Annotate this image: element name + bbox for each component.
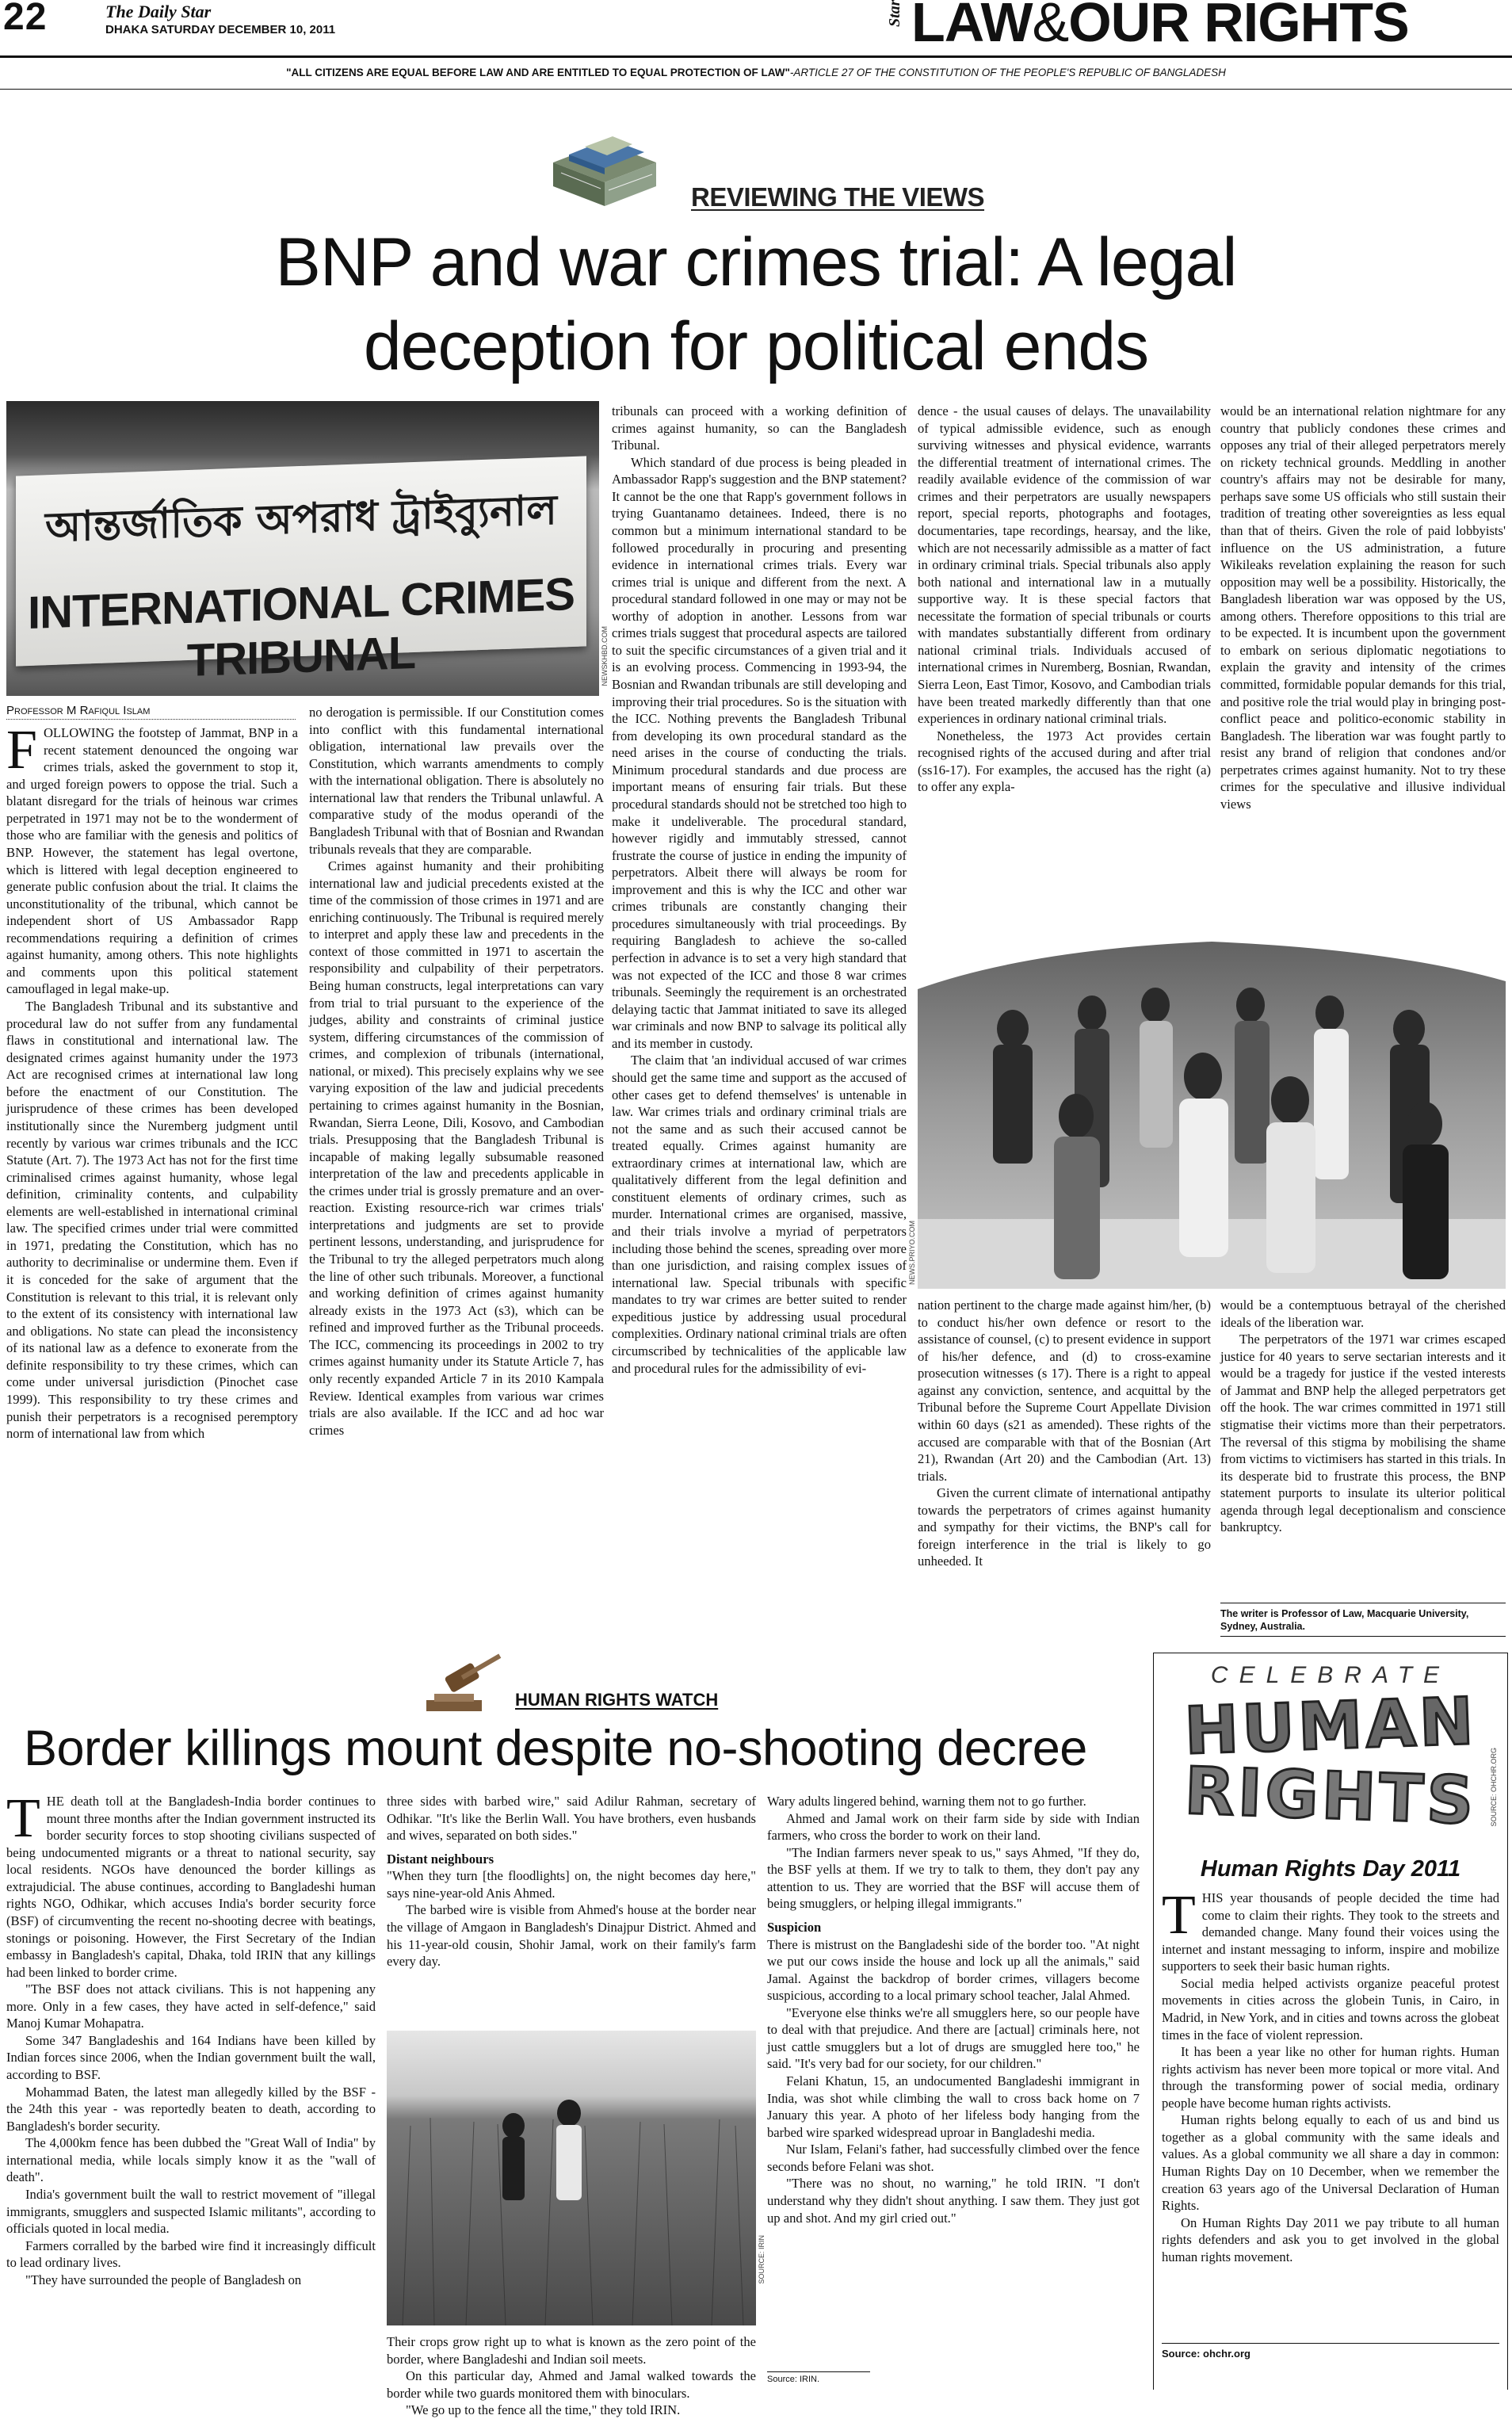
sign-text-bengali: আন্তর্জাতিক অপরাধ ট্রাইব্যুনাল [45, 486, 557, 552]
article2-paragraph: "The Indian farmers never speak to us," says Ahmed, "If they do, the BSF yells at them. If we try to talk to them, they don't pay any attention to us. They are worried that the BSF will accuse them of being smugglers, or helping illegal immigrants." [767, 1844, 1140, 1912]
celebrate-poster [1162, 1660, 1499, 1843]
article2-paragraph: Ahmed and Jamal work on their farm side by side with Indian farmers, who cross the border to work on their land. [767, 1810, 1140, 1844]
article1-column-2 [309, 704, 604, 1631]
masthead-quote-line [0, 67, 1512, 78]
article1-paragraph: would be an international relation nightmare for any country that publicly condones these crimes and opposes any trial of their alleged perpetrators merely on rickety technical grounds. Meddling in another country's affairs may not be desirable for many, perhaps save some US officials who still sustain their tradition of treating other sovereignties as less equal than that of theirs. Given the role of paid lobbyists' influence on the US administration, a future Wikileaks revelation explaining the reason for such opposition may well be a possibility. Historically, the Bangladesh liberation war was opposed by the US, among others. Therefore oppositions to this trial are to be expected. It is incumbent upon the government to embark on serious diplomatic negotiations to explain the gravity and intensity of the crimes committed, formidable popular demands for this trial, and positive role the trial would play in bringing post-conflict peace and politico-economic stability in Bangladesh. The liberation war was fought partly to resist any brand of religion that condones and/or perpetrates crimes against humanity. Not to try these crimes for the speculative and illusive individual views [1220, 403, 1506, 812]
article2-paragraph: Felani Khatun, 15, an undocumented Bangladeshi immigrant in India, was shot while climbing the wall to cross back home on 7 January this year. A photo of her lifeless body hanging from the barbed wire sparked widespread uproar in Bangladeshi media. [767, 2073, 1140, 2140]
article1-column-4-top [918, 403, 1211, 910]
article2-paragraph: three sides with barbed wire," said Adilur Rahman, secretary of Odhikar. "It's like the Berlin Wall. You have brothers, even husbands and wives, separated on both sides." [387, 1794, 756, 1844]
article1-headline-line1: BNP and war crimes trial: A legal [275, 224, 1237, 300]
section-title-rights: OUR RIGHTS [1068, 0, 1409, 53]
sidebar-paragraph: It has been a year like no other for human rights. Human rights activism has never been more topical or more vital. And through the transforming power of social media, ordinary people have become human rights activists. [1162, 2044, 1499, 2111]
article2-paragraph: "The BSF does not attack civilians. This is not happening any more. Only in a few cases, they have acted in self-defence," said Manoj Kumar Mohapatra. [6, 1981, 376, 2031]
section-title-law: LAW [911, 0, 1033, 53]
article1-paragraph: Given the current climate of international antipathy towards the perpetrators of crimes against humanity and sympathy for their victims, the BNP's call for foreign interference in the trial is likely to go unheeded. It [918, 1485, 1211, 1569]
article2-source-rule [767, 2371, 870, 2372]
article1-lead-paragraph: OLLOWING the footstep of Jammat, BNP in a recent statement denounced the ongoing war crimes trials, asked the government to stop it, and urged foreign powers to oppose the trial. Such a blatant disregard for the trials of heinous war crimes perpetrated in 1971 may not be to the wonderment of those who are familiar with the genesis and politics of BNP. However, the statement has legal overtone, which is littered with legal deception engineered to generate public confusion about the trial. It claims the unconstitutionality of the tribunal, which cannot be independent short of US Ambassador Rapp recommendations requiring a definition of crimes against humanity, among others. This note highlights and comments upon this political statement camouflaged in legal make-up. [6, 725, 298, 997]
article2-subhead: Distant neighbours [387, 1851, 494, 1867]
sidebar-source-rule [1162, 2343, 1499, 2344]
article1-column-1 [6, 720, 298, 1632]
article2-paragraph: Mohammad Baten, the latest man allegedly killed by the BSF - the 24th this year - was reportedly beaten to death, according to Bangladesh's border security. [6, 2084, 376, 2134]
article2-source: Source: IRIN. [767, 2375, 820, 2384]
article2-paragraph: India's government built the wall to restrict movement of "illegal immigrants, smugglers and suspected Islamic militants", according to officials quoted in local media. [6, 2186, 376, 2237]
article1-kicker: REVIEWING THE VIEWS [691, 182, 985, 212]
poster-word-rights: RIGHTS [1183, 1753, 1478, 1840]
poster-word-human: HUMAN [1183, 1683, 1478, 1770]
article2-paragraph: "We go up to the fence all the time," they told IRIN. [406, 2402, 681, 2418]
article1-paragraph: dence - the usual causes of delays. The unavailability of typical admissible evidence, such as enough surviving witnesses and physical evidence, warrants the differential treatment of international crimes. The readily available evidence of the commission of war crimes and their perpetrators are usually newspapers report, special reports, photographs and footages, documentaries, tape recordings, hearsay, and the like, which are not necessarily admissible as a matter of fact in ordinary criminal trials. Special tribunals also apply both national and international law in a mutually supportive way. It is these special factors that necessitate the formation of special tribunals or courts with mandates substantially different from ordinary national criminal trials. Individuals accused of international crimes in Nuremberg, Bosnian, Rwandan, Sierra Leon, East Timor, Kosovo, and Cambodian trials have been treated markedly differently than that one experiences in ordinary national criminal trials. [918, 403, 1211, 727]
sidebar-lead-paragraph: HIS year thousands of people decided the time had come to claim their rights. They took to the streets and demanded change. Many found their voices using the internet and instant messaging to inform, inspire and mobilize supporters to seek their basic human rights. [1162, 1890, 1499, 1974]
dateline: DHAKA SATURDAY DECEMBER 10, 2011 [105, 23, 336, 36]
article2-paragraph: Some 347 Bangladeshis and 164 Indians have been killed by Indian forces since 2006, when the Indian government built the wall, according to BSF. [6, 2032, 376, 2082]
sidebar-body [1162, 1885, 1499, 2333]
gavel-icon [418, 1653, 506, 1716]
article2-paragraph: Farmers corralled by the barbed wire find it increasingly difficult to lead ordinary lives. [6, 2237, 376, 2271]
section-star-logo: Star [886, 0, 903, 27]
masthead-rule [0, 55, 1512, 58]
article1-paragraph: would be a contemptuous betrayal of the cherished ideals of the liberation war. [1220, 1297, 1506, 1330]
sidebar-dropcap: T [1162, 1885, 1196, 1946]
article2-lead-paragraph: HE death toll at the Bangladesh-India border continues to mount three months after the Indian government instructed its border security forces to stop shooting civilians suspected of being undocumented migrants or a threat to national security, say local residents. NGOs have denounced the border killings as extrajudicial. The abuse continues, according to Bangladeshi human rights NGO, Odhikar, which accuses India's border security force (BSF) of circumventing the recent no-shooting decree with beatings, stonings or poisoning. However, the First Secretary of the Indian embassy in Bangladesh's capital, Dhaka, told IRIN that any killings had been linked to border crime. [6, 1794, 376, 1980]
article2-paragraph: There is mistrust on the Bangladeshi side of the border too. "At night we put our cows inside the house and lock up all the animals," said Jamal. Against the backdrop of border crimes, villagers become suspicious, according to a local primary school teacher, Jalal Ahmed. [767, 1936, 1140, 2004]
section-title [911, 0, 1409, 54]
field-photo-graphic [387, 2031, 756, 2325]
article1-headline-line2: deception for political ends [363, 308, 1149, 384]
masthead-rule-2 [0, 89, 1512, 90]
article2-column-2-bottom [387, 2333, 756, 2418]
sidebar-paragraph: Human rights belong equally to each of us and bind us together as a global community with the same ideals and values. As a global community we all share a day in common: Human Rights Day on 10 December, when we remember the creation 63 years ago of the Universal Declaration of Human Rights. [1162, 2112, 1499, 2214]
article1-column-5-bottom [1220, 1297, 1506, 1598]
article1-paragraph: The Bangladesh Tribunal and its substantive and procedural law do not suffer from any fundamental flaws in constitutional and international law. The designated crimes against humanity under the 1973 Act are recognised crimes at international law long before the enactment of our Constitution. The jurisprudence of these crimes has been developed institutionally since the Nuremberg judgment until recently by various war crimes tribunals and the ICC Statute (Art. 7). The 1973 Act has not for the first time criminalised crimes against humanity, whose legal definition, criminality contents, and culpability elements are well-established in international criminal law. The specified crimes under trial were committed in 1971, predating the Constitution, which has no authority to decriminalise or undermine them. Even if it is conceded for the sake of argument that the Constitution is relevant to this trial, it is relevant only to the extent of its consistency with international law and obligations. No state can plead the inconsistency of its national law as a defence to exonerate from the definite responsibility to try these crimes, which can come under universal jurisdiction (Pinochet case 1999). This responsibility to try these crimes and punish their perpetrators is a recognised peremptory norm of international law from which [6, 999, 298, 1442]
article1-paragraph: Nonetheless, the 1973 Act provides certain recognised rights of the accused during and after trial (ss16-17). For examples, the accused has the right (a) to offer any expla- [918, 728, 1211, 795]
border-field-photo [387, 2031, 756, 2325]
article2-dropcap: T [6, 1788, 40, 1849]
article1-headline [0, 220, 1512, 388]
article1-paragraph: no derogation is permissible. If our Constitution comes into conflict with this fundamental international obligation, international law prevails over the Constitution, which warrants amendments to comply with the international obligation. There is absolutely no international law that renders the Tribunal unlawful. A comparative study of the modus operandi of the Bangladesh Tribunal with that of Bosnian and Rwandan tribunals reveals that they are comparable. [309, 705, 604, 857]
article1-paragraph: tribunals can proceed with a working definition of crimes against humanity, so can the Bangladesh Tribunal. [612, 403, 907, 453]
article2-paragraph: "When they turn [the floodlights] on, the night becomes day here," says nine-year-old Anis Ahmed. [387, 1868, 756, 1901]
photo1-credit: NEWSKHBD.COM [601, 626, 609, 686]
article1-paragraph: Crimes against humanity and their prohibiting international law and judicial precedents existed at the time of the commission of those crimes in 1971 and are enriching continuously. The Tribunal is required merely to interpret and apply these law and precedents in the context of those committed in 1971 to ascertain the responsibility and culpability of their perpetrators. Being human constructs, legal interpretations can vary from trial to trial pursuant to the experience of the judges, ability and constraints of criminal justice system, differing circumstances of the commission of crimes, and complexion of tribunals (international, national, or mixed). This precisely explains why we see varying exposition of the law and judicial precedents pertaining to crimes against humanity in the Bosnian, Rwandan, Sierra Leone, Dili, Kosovo, and Cambodian trials. Presupposing that the Bangladesh Tribunal is incapable of making legally subsumable reasoned interpretation of the law and precedents applicable in the crimes under trial is grossly premature and an over-reaction. Existing resource-rich war crimes trials' interpretations and judgments are set to provide pertinent lessons, understanding, and jurisprudence for the Tribunal to try the alleged perpetrators much along the line of other such tribunals. Moreover, a functional and working definition of crimes against humanity already exists in the 1973 Act (s3), which can be refined and improved further as the Tribunal proceeds. The ICC, commencing its proceedings in 2002 to try crimes against humanity under its Statute Article 7, has only recently expanded Article 7 in its 2010 Kampala Review. Identical examples from various war crimes trials are also available. If the ICC and ad hoc war crimes [309, 858, 604, 1438]
tribunal-sign-board [16, 456, 586, 687]
article2-column-3 [767, 1793, 1140, 2371]
article2-paragraph: The 4,000km fence has been dubbed the "Great Wall of India" by international media, while locals simply know it as the "wall of death". [6, 2135, 376, 2185]
article2-column-2-top [387, 1793, 756, 2031]
article1-paragraph: Which standard of due process is being pleaded in Ambassador Rapp's suggestion and the BNP statement? It cannot be the one that Rapp's government follows in trying Guantanamo detainees. Indeed, there is no common but a minimum international standard to be followed procedurally in procuring and presenting evidence in international crimes trials. Every war crimes trial is unique and different from the next. A procedural standard followed in one may or may not be worthy of adoption in another. Lessons from war crimes trials suggest that procedural aspects are tailored to suit the specific circumstances of a given trial and it is an evolving process. Commencing in 1993-94, the Bosnian and Rwandan tribunals are still developing and improving their trial procedures. So is the situation with the ICC. Nothing prevents the Bangladesh Tribunal from developing its own procedural standard as the need arises in the course of conducting the trials. Minimum procedural standards and due process are important means of ensuring fair trials. But these procedural standards should not be stretched too high to make it undeliverable. The procedural standard, however rigidly and immutably stressed, cannot frustrate the course of justice in ending the impunity of perpetrators. Albeit there will always be room for improvement and this is why the ICC and other war crimes tribunals are constantly changing their procedures simultaneously with trial proceedings. By requiring Bangladesh to achieve the so-called perfection in advance is to set a very high standard that was not expected of the ICC and those 8 war crimes tribunals. Seemingly the requirement is an orchestrated delaying tactic that Jammat initiated to save its alleged war criminals and now BNP to salvage its political ally and its member in custody. [612, 454, 907, 1051]
article2-paragraph: Their crops grow right up to what is known as the zero point of the border, where Bangladeshi and Indian soil meets. [387, 2334, 756, 2367]
article2-column-1 [6, 1788, 376, 2389]
photo2-credit: NEWS.PRIYO.COM [908, 1221, 916, 1286]
masthead-quote-source: -ARTICLE 27 OF THE CONSTITUTION OF THE PEOPLE'S REPUBLIC OF BANGLADESH [789, 67, 1226, 78]
article2-paragraph: The barbed wire is visible from Ahmed's house at the border near the village of Amgaon in Bangladesh's Dinajpur District. Ahmed and his 11-year-old cousin, Shohir Jamal, work on their family's farm every day. [387, 1902, 756, 1970]
poster-top-text: CELEBRATE [1210, 1662, 1451, 1688]
paper-name: The Daily Star [105, 2, 212, 21]
article1-paragraph: The perpetrators of the 1971 war crimes escaped justice for 40 years to serve sectarian interests and it would be a tragedy for justice if the vested interests of Jammat and BNP help the alleged perpetrators get off the hook. The war crimes committed in 1971 still stigmatise their victims more than their perpetrators. The reversal of this stigma by mobilising the shame from victims to victimisers has started in this trials. In its desperate bid to frustrate this process, the BNP statement purports to insulate its ulterior political agenda through legal deceptionalism and conscience bankruptcy. [1220, 1332, 1506, 1535]
sidebar-heading: Human Rights Day 2011 [1200, 1856, 1461, 1882]
article1-column-5-top [1220, 403, 1506, 910]
accused-escorted-photo [918, 918, 1506, 1289]
tribunal-sign-photo [6, 401, 599, 696]
article1-column-4-bottom [918, 1297, 1211, 1630]
article2-headline: Border killings mount despite no-shooting decree [24, 1721, 1087, 1776]
article1-column-3 [612, 403, 907, 1631]
masthead-quote: "ALL CITIZENS ARE EQUAL BEFORE LAW AND ARE ENTITLED TO EQUAL PROTECTION OF LAW" [286, 67, 790, 78]
article2-paragraph: "Everyone else thinks we're all smugglers here, so our people have to deal with that prejudice. And there are [actual] criminals here, not just cattle smugglers but a lot of drugs are smuggled here too," he said. "It's very bad for our society, for our children." [767, 2004, 1140, 2072]
sidebar-paragraph: Social media helped activists organize peaceful protest movements in cities across the globein Tunis, in Cairo, in Madrid, in New York, and in cities and towns across the globeat times in the face of violent repression. [1162, 1975, 1499, 2043]
sign-text-english: INTERNATIONAL CRIMES TRIBUNAL [28, 567, 575, 687]
article1-paragraph: The claim that 'an individual accused of war crimes should get the same time and support as the accused of other cases get to defend themselves' is untenable in law. War crimes trials and ordinary criminal trials are not the same and as such their accused cannot be treated equally. Crimes against humanity are extraordinary crimes at international law, which are qualitatively different from the legal definition and constituent elements of ordinary crimes, such as murder. International crimes are organised, massive, and their trials involve a myriad of perpetrators including those behind the scenes, spreading over more than one jurisdiction, and raising complex issues of international law. Special tribunals with specific mandates to try war crimes are better suited to render expeditious justice by addressing usual procedural complexities. Ordinary national criminal trials are often circumscribed by technicalities of the applicable law and procedural rules for the admissibility of evi- [612, 1053, 907, 1376]
article2-paragraph: On this particular day, Ahmed and Jamal walked towards the border while two guards monitored them with binoculars. [387, 2368, 756, 2401]
article1-paragraph: nation pertinent to the charge made against him/her, (b) to conduct his/her own defence or resort to the assistance of counsel, (c) to present evidence in support of his/her defence, and (d) to cross-examine prosecution witnesses (s 17). There is a right to appeal against any conviction, sentence, and acquittal by the Tribunal before the Supreme Court Appellate Division within 60 days (s21 as amended). These rights of the accused are comparable with that of the Bosnian (Art 21), Rwandan (Art 20) and the Cambodian (Art. 13) trials. [918, 1297, 1211, 1484]
page-number: 22 [3, 0, 48, 38]
article2-paragraph: "There was no shout, no warning," he told IRIN. "I don't understand why they didn't shout anything. I saw them. They just got up and shot. And my girl cried out." [767, 2176, 1140, 2226]
article2-paragraph: Wary adults lingered behind, warning them not to go further. [767, 1794, 1086, 1809]
writer-note-rule-bottom [1220, 1636, 1506, 1637]
article1-byline: Professor M Rafiqul Islam [6, 704, 296, 720]
article2-subhead: Suspicion [767, 1919, 822, 1935]
article2-kicker: HUMAN RIGHTS WATCH [515, 1690, 719, 1710]
poster-credit: SOURCE: OHCHR.ORG [1490, 1748, 1498, 1827]
article2-paragraph: Nur Islam, Felani's father, had successfully climbed over the fence seconds before Felani was shot. [767, 2142, 1140, 2174]
crowd-photo-graphic [918, 918, 1506, 1289]
writer-note: The writer is Professor of Law, Macquarie University, Sydney, Australia. [1220, 1608, 1469, 1633]
section-title-amp: & [1032, 0, 1069, 53]
article2-paragraph: "They have surrounded the people of Bangladesh on [25, 2272, 302, 2287]
photo3-credit: SOURCE: IRIN [758, 2235, 766, 2284]
sidebar-source: Source: ohchr.org [1162, 2348, 1250, 2360]
sidebar-paragraph: On Human Rights Day 2011 we pay tribute to all human rights defenders and ask you to get involved in the global human rights movement. [1162, 2215, 1499, 2264]
article1-dropcap: F [6, 720, 37, 781]
books-icon [545, 127, 664, 214]
